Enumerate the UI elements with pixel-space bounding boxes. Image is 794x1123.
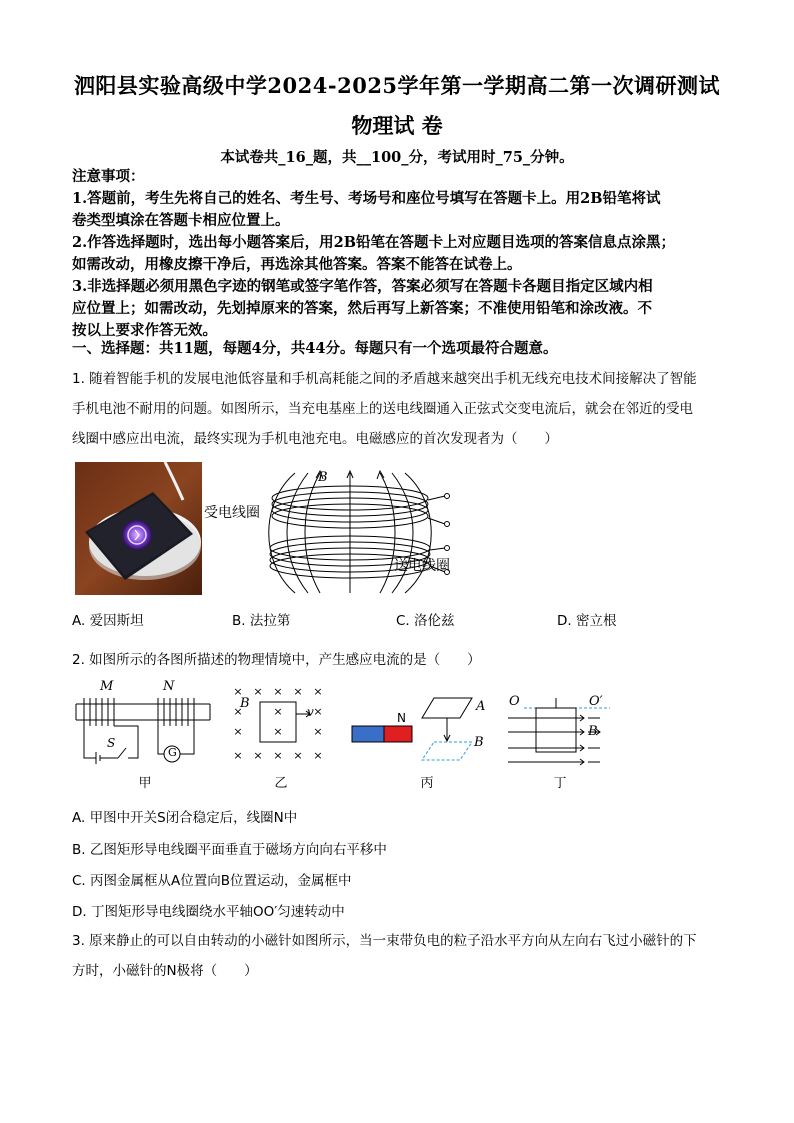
question-1-stem bbox=[72, 364, 727, 454]
q3-line: 方时，小磁针的N极将（ ） bbox=[72, 963, 258, 979]
fig-caption-jia: 甲 bbox=[138, 776, 152, 791]
fig-jia-label-g: G bbox=[168, 746, 177, 759]
q3-line: 3. 原来静止的可以自由转动的小磁针如图所示，当一束带负电的粒子沿水平方向从左向右飞过小磁针的下 bbox=[72, 933, 697, 949]
exam-info: 本试卷共_16_题，共__100_分，考试用时_75_分钟。 bbox=[220, 149, 574, 166]
figure-bing bbox=[350, 692, 480, 762]
svg-text:×: × bbox=[253, 685, 263, 698]
fig-jia-label-n: N bbox=[163, 679, 175, 694]
fig-bing-magnet-n: N bbox=[397, 711, 406, 725]
notes-block bbox=[72, 166, 732, 342]
question-2-stem: 2. 如图所示的各图所描述的物理情境中，产生感应电流的是（ ） bbox=[72, 652, 481, 668]
fig-yi-label-v: v bbox=[307, 705, 314, 719]
notes-line: 卷类型填涂在答题卡相应位置上。 bbox=[72, 212, 290, 229]
svg-text:×: × bbox=[273, 749, 283, 762]
svg-text:×: × bbox=[273, 685, 283, 698]
fig-ding-label-b: B bbox=[588, 724, 598, 739]
fig-jia-label-m: M bbox=[100, 679, 114, 694]
fig-bing-label-a: A bbox=[476, 699, 486, 714]
section-heading: 一、选择题：共11题，每题4分，共44分。每题只有一个选项最符合题意。 bbox=[72, 340, 558, 357]
svg-text:×: × bbox=[313, 705, 323, 718]
svg-text:×: × bbox=[233, 749, 243, 762]
notes-heading: 注意事项： bbox=[72, 168, 145, 185]
q1-field-label: B bbox=[318, 470, 328, 485]
q1-send-coil-label: 送电线圈 bbox=[394, 558, 450, 574]
notes-line: 按以上要求作答无效。 bbox=[72, 322, 217, 339]
fig-yi-label-b: B bbox=[240, 696, 250, 711]
fig-caption-bing: 丙 bbox=[420, 776, 434, 791]
svg-text:×: × bbox=[253, 749, 263, 762]
q1-line: 线圈中感应出电流，最终实现为手机电池充电。电磁感应的首次发现者为（ ） bbox=[72, 431, 558, 447]
svg-text:×: × bbox=[313, 749, 323, 762]
q2-option-c[interactable]: C. 丙图金属框从A位置向B位置运动，金属框中 bbox=[72, 873, 352, 889]
q1-option-b[interactable]: B. 法拉第 bbox=[232, 613, 291, 629]
svg-text:×: × bbox=[233, 705, 243, 718]
q2-option-a[interactable]: A. 甲图中开关S闭合稳定后，线圈N中 bbox=[72, 810, 298, 826]
svg-text:×: × bbox=[233, 725, 243, 738]
coil-diagram bbox=[200, 468, 470, 598]
notes-line: 1.答题前，考生先将自己的姓名、考生号、考场号和座位号填写在答题卡上。用2B铅笔将试 bbox=[72, 190, 661, 207]
svg-text:×: × bbox=[313, 685, 323, 698]
figure-ding bbox=[504, 694, 636, 770]
question-3-stem bbox=[72, 926, 727, 986]
notes-line: 3.非选择题必须用黑色字迹的钢笔或签字笔作答，答案必须写在答题卡各题目指定区域内相 bbox=[72, 278, 653, 295]
figure-jia bbox=[74, 690, 214, 770]
svg-text:×: × bbox=[273, 705, 283, 718]
notes-line: 应位置上；如需改动，先划掉原来的答案，然后再写上新答案；不准使用铅笔和涂改液。不 bbox=[72, 300, 652, 317]
fig-caption-ding: 丁 bbox=[553, 776, 567, 791]
svg-text:×: × bbox=[233, 685, 243, 698]
q1-line: 手机电池不耐用的问题。如图所示，当充电基座上的送电线圈通入正弦式交变电流后，就会在邻近的受电 bbox=[72, 401, 693, 417]
notes-line: 2.作答选择题时，选出每小题答案后，用2B铅笔在答题卡上对应题目选项的答案信息点涂黑； bbox=[72, 234, 675, 251]
svg-text:×: × bbox=[293, 749, 303, 762]
fig-caption-yi: 乙 bbox=[274, 776, 288, 791]
q1-option-c[interactable]: C. 洛伦兹 bbox=[396, 613, 455, 629]
fig-ding-label-o-prime: O′ bbox=[589, 694, 603, 709]
fig-ding-label-o: O bbox=[509, 694, 520, 709]
q1-receive-coil-label: 受电线圈 bbox=[204, 505, 260, 521]
q2-option-b[interactable]: B. 乙图矩形导电线圈平面垂直于磁场方向向右平移中 bbox=[72, 842, 387, 858]
svg-text:×: × bbox=[293, 685, 303, 698]
q2-option-d[interactable]: D. 丁图矩形导电线圈绕水平轴OO′匀速转动中 bbox=[72, 904, 345, 920]
svg-text:×: × bbox=[273, 725, 283, 738]
fig-jia-label-s: S bbox=[107, 736, 116, 750]
q1-option-d[interactable]: D. 密立根 bbox=[557, 613, 617, 629]
fig-bing-label-b: B bbox=[474, 735, 484, 750]
q1-line: 1. 随着智能手机的发展电池低容量和手机高耗能之间的矛盾越来越突出手机无线充电技术间接解决了智能 bbox=[72, 371, 697, 387]
wireless-charger-photo bbox=[75, 462, 202, 595]
notes-line: 如需改动，用橡皮擦干净后，再选涂其他答案。答案不能答在试卷上。 bbox=[72, 256, 522, 273]
exam-subtitle: 物理试 卷 bbox=[351, 113, 443, 138]
q1-option-a[interactable]: A. 爱因斯坦 bbox=[72, 613, 144, 629]
svg-text:×: × bbox=[313, 725, 323, 738]
exam-title: 泗阳县实验高级中学2024-2025学年第一学期高二第一次调研测试 bbox=[73, 73, 721, 98]
